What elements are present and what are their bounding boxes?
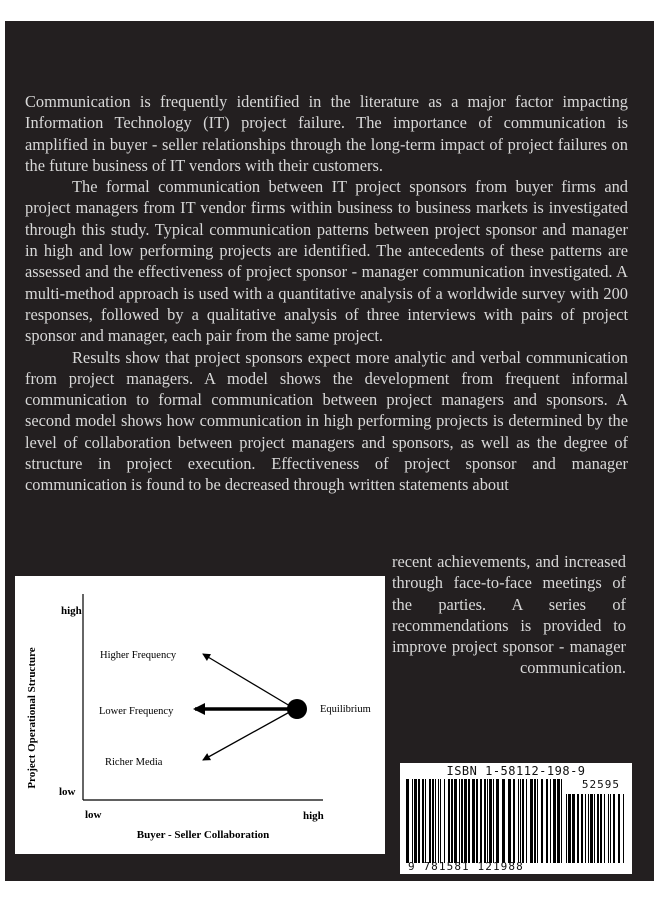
barcode-bar (610, 794, 611, 863)
barcode-bar (537, 779, 538, 863)
price-addon-barcode (566, 794, 624, 863)
x-axis-label: Buyer - Seller Collaboration (136, 829, 270, 841)
barcode-bar (406, 779, 409, 863)
barcode-bar (464, 779, 467, 863)
barcode-bar (513, 779, 515, 863)
blurb-continuation: recent achievements, and increased through face-to-face meetings of the parties. A series of recommendations is provided to improve project sponsor - manager communication. (392, 552, 626, 678)
barcode-bar (461, 779, 463, 863)
y-axis-label: Project Operational Structure (26, 647, 38, 789)
barcode-bar (568, 794, 571, 863)
back-cover (5, 21, 654, 881)
barcode-bar (553, 779, 556, 863)
barcode-bar (585, 794, 586, 863)
barcode-bar (484, 779, 486, 863)
barcode-bar (541, 779, 543, 863)
equilibrium-label: Equilibrium (320, 704, 371, 715)
model-diagram (15, 576, 385, 854)
communication-model-figure (15, 576, 385, 854)
barcode-bar (597, 794, 599, 863)
x-low-label: low (85, 809, 102, 821)
blurb-text (25, 91, 628, 496)
barcode-bar (520, 779, 521, 863)
higher-frequency-label: Higher Frequency (100, 650, 177, 661)
arrow-richer-media (203, 709, 295, 760)
y-high-label: high (61, 605, 82, 617)
richer-media-label: Richer Media (105, 757, 163, 768)
lower-frequency-label: Lower Frequency (99, 706, 174, 717)
blurb-paragraph-2: The formal communication between IT project sponsors from buyer firms and project managers from IT vendor firms within business to business markets is investigated through this study. Typical communication patterns between project sponsor and manager in high and low performing projects are identified. The antecedents of these patterns are assessed and the effectiveness of project sponsor - manager communication investigated. A multi-method approach is used with a quantitative analysis of a worldwide survey with 200 responses, followed by a qualitative analysis of three interviews with pairs of project sponsor and manager, each pair from the same project. (25, 177, 628, 346)
barcode-bar (608, 794, 609, 863)
barcode-bar (550, 779, 551, 863)
barcode-bar (451, 779, 453, 863)
barcode-bar (566, 794, 567, 863)
barcode-bar (493, 779, 494, 863)
barcode-bar (440, 779, 441, 863)
barcode-bar (588, 794, 589, 863)
barcode-bar (613, 794, 615, 863)
barcode-bar (530, 779, 533, 863)
barcode-bar (496, 779, 499, 863)
barcode-bar (604, 794, 605, 863)
barcode-bar (429, 779, 431, 863)
barcode-bar (502, 779, 505, 863)
barcode-bar (459, 779, 460, 863)
barcode-bar (480, 779, 482, 863)
barcode-bar (425, 779, 426, 863)
barcode-bar (468, 779, 470, 863)
barcode-bar (487, 779, 488, 863)
barcode-bar (618, 794, 620, 863)
barcode-bar (476, 779, 478, 863)
barcode-bar (557, 779, 560, 863)
barcode-bar (577, 794, 579, 863)
blurb-paragraph-1: Communication is frequently identified in the literature as a major factor impacting Information Technology (IT) project failure. The importance of communication is amplified in buyer - seller relationships through the long-term impact of project failures on the future business of IT vendors with their customers. (25, 92, 628, 175)
barcode-bar (444, 779, 445, 863)
barcode-bar (534, 779, 536, 863)
barcode-bar (412, 779, 413, 863)
barcode-bar (489, 779, 492, 863)
barcode-bar (561, 779, 562, 863)
barcode-bar (422, 779, 424, 863)
barcode-bar (435, 779, 436, 863)
barcode-bar (518, 779, 519, 863)
barcode-bar (454, 779, 457, 863)
barcode-label (400, 763, 632, 874)
barcode-bar (546, 779, 548, 863)
barcode-bar (508, 779, 511, 863)
barcode-bar (418, 779, 420, 863)
barcode-bar (623, 794, 624, 863)
barcode-bar (572, 794, 575, 863)
barcode-bar (590, 794, 593, 863)
price-code-text: 52595 (581, 778, 620, 791)
barcode-bar (448, 779, 450, 863)
ean-barcode (406, 779, 562, 863)
ean-digits-text: 9 781581 121988 (408, 860, 524, 873)
equilibrium-point (287, 699, 307, 719)
x-high-label: high (303, 810, 324, 822)
barcode-bar (594, 794, 595, 863)
y-low-label: low (59, 786, 76, 798)
barcode-bar (522, 779, 524, 863)
barcode-bar (581, 794, 583, 863)
arrow-higher-frequency (203, 654, 295, 709)
barcode-bar (600, 794, 602, 863)
blurb-paragraph-3: Results show that project sponsors expect more analytic and verbal communication from project managers. A model shows the development from frequent informal communication to formal communication between project managers and sponsors. A second model shows how communication in high performing projects is determined by the level of collaboration between project managers and sponsors, as well as the degree of structure in project execution. Effectiveness of project sponsor and manager communication is found to be decreased through written statements about (25, 347, 628, 495)
barcode-bar (432, 779, 434, 863)
isbn-text: ISBN 1-58112-198-9 (446, 764, 586, 778)
barcode-bar (472, 779, 475, 863)
barcode-bar (526, 779, 527, 863)
barcode-bar (414, 779, 417, 863)
barcode-bar (438, 779, 439, 863)
